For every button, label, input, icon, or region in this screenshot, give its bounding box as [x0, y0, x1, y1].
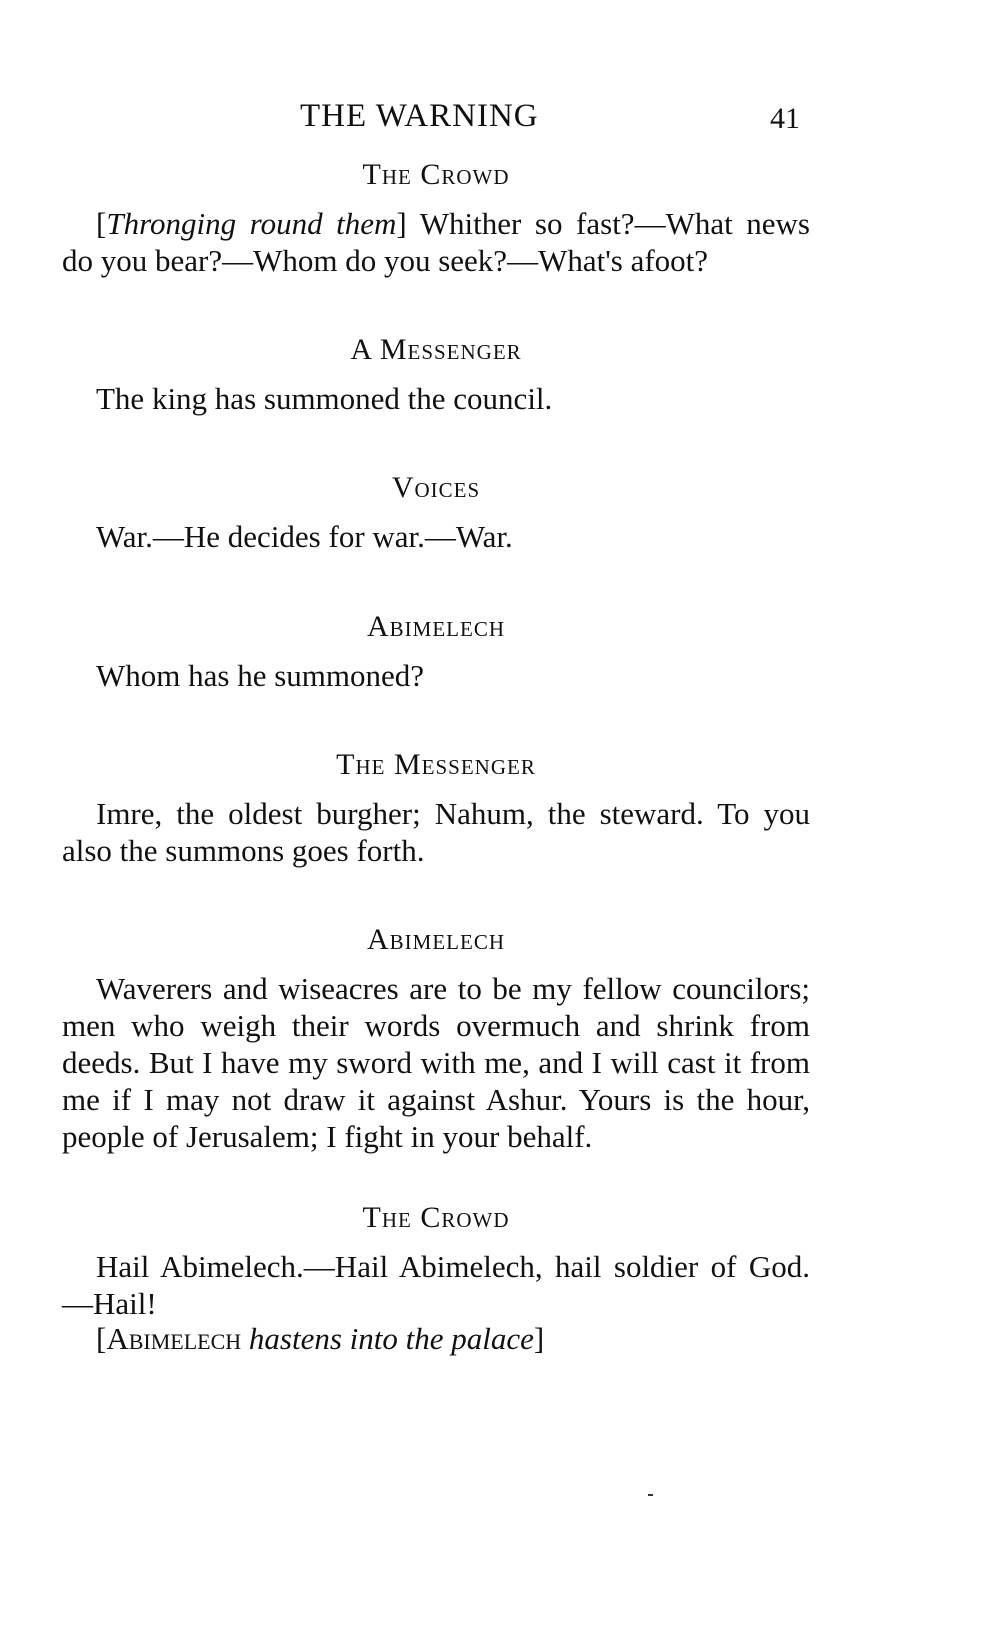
stage-direction: Thronging round them	[106, 206, 397, 241]
speech-text: Whom has he summoned?	[96, 658, 425, 693]
speaker-name: The Crowd	[362, 158, 510, 191]
speech-text: The king has summoned the council.	[96, 381, 553, 416]
speaker-name: Abimelech	[367, 610, 505, 643]
speech-text: Waverers and wiseacres are to be my fellow councilors; men who weigh their words overmuch and shrink from deeds. But I have my sword with me, and I will cast it from me if I may not draw it against Ashur. Yours is the hour, people of Jerusalem; I fight in your behalf.	[62, 971, 810, 1154]
speech-line: Whither so fast?—What news do you bear?—Whom do you seek?—What's afoot?	[62, 206, 810, 278]
speech-text: Imre, the oldest burgher; Nahum, the steward. To you also the summons goes forth.	[62, 796, 810, 868]
direction-action: hastens into the palace	[248, 1321, 534, 1356]
speech-text: [Thronging round them] Whither so fast?—What news do you bear?—Whom do you seek?—What's afoot?	[62, 206, 810, 278]
speech-text: Hail Abimelech.—Hail Abimelech, hail soldier of God.—Hail!	[62, 1249, 810, 1321]
dialogue-entry	[62, 922, 810, 1155]
speaker-name: Voices	[391, 471, 481, 504]
speaker-name: A Messenger	[350, 333, 522, 366]
page-number: 41	[770, 102, 800, 135]
dialogue-entry	[62, 332, 810, 417]
print-speck	[648, 1494, 653, 1496]
dialogue-entry	[62, 747, 810, 869]
speaker-name: The Crowd	[362, 1201, 510, 1234]
dialogue-entry	[62, 470, 810, 555]
exit-direction: [Abimelech hastens into the palace]	[96, 1321, 545, 1356]
direction-character: Abimelech	[106, 1321, 242, 1356]
running-head: THE WARNING	[300, 98, 539, 134]
dialogue-entry	[62, 609, 810, 694]
speech-text: War.—He decides for war.—War.	[96, 519, 513, 554]
speaker-name: Abimelech	[367, 923, 505, 956]
speaker-name: The Messenger	[336, 748, 536, 781]
dialogue-entry	[62, 157, 810, 279]
dialogue-entry	[62, 1200, 810, 1322]
